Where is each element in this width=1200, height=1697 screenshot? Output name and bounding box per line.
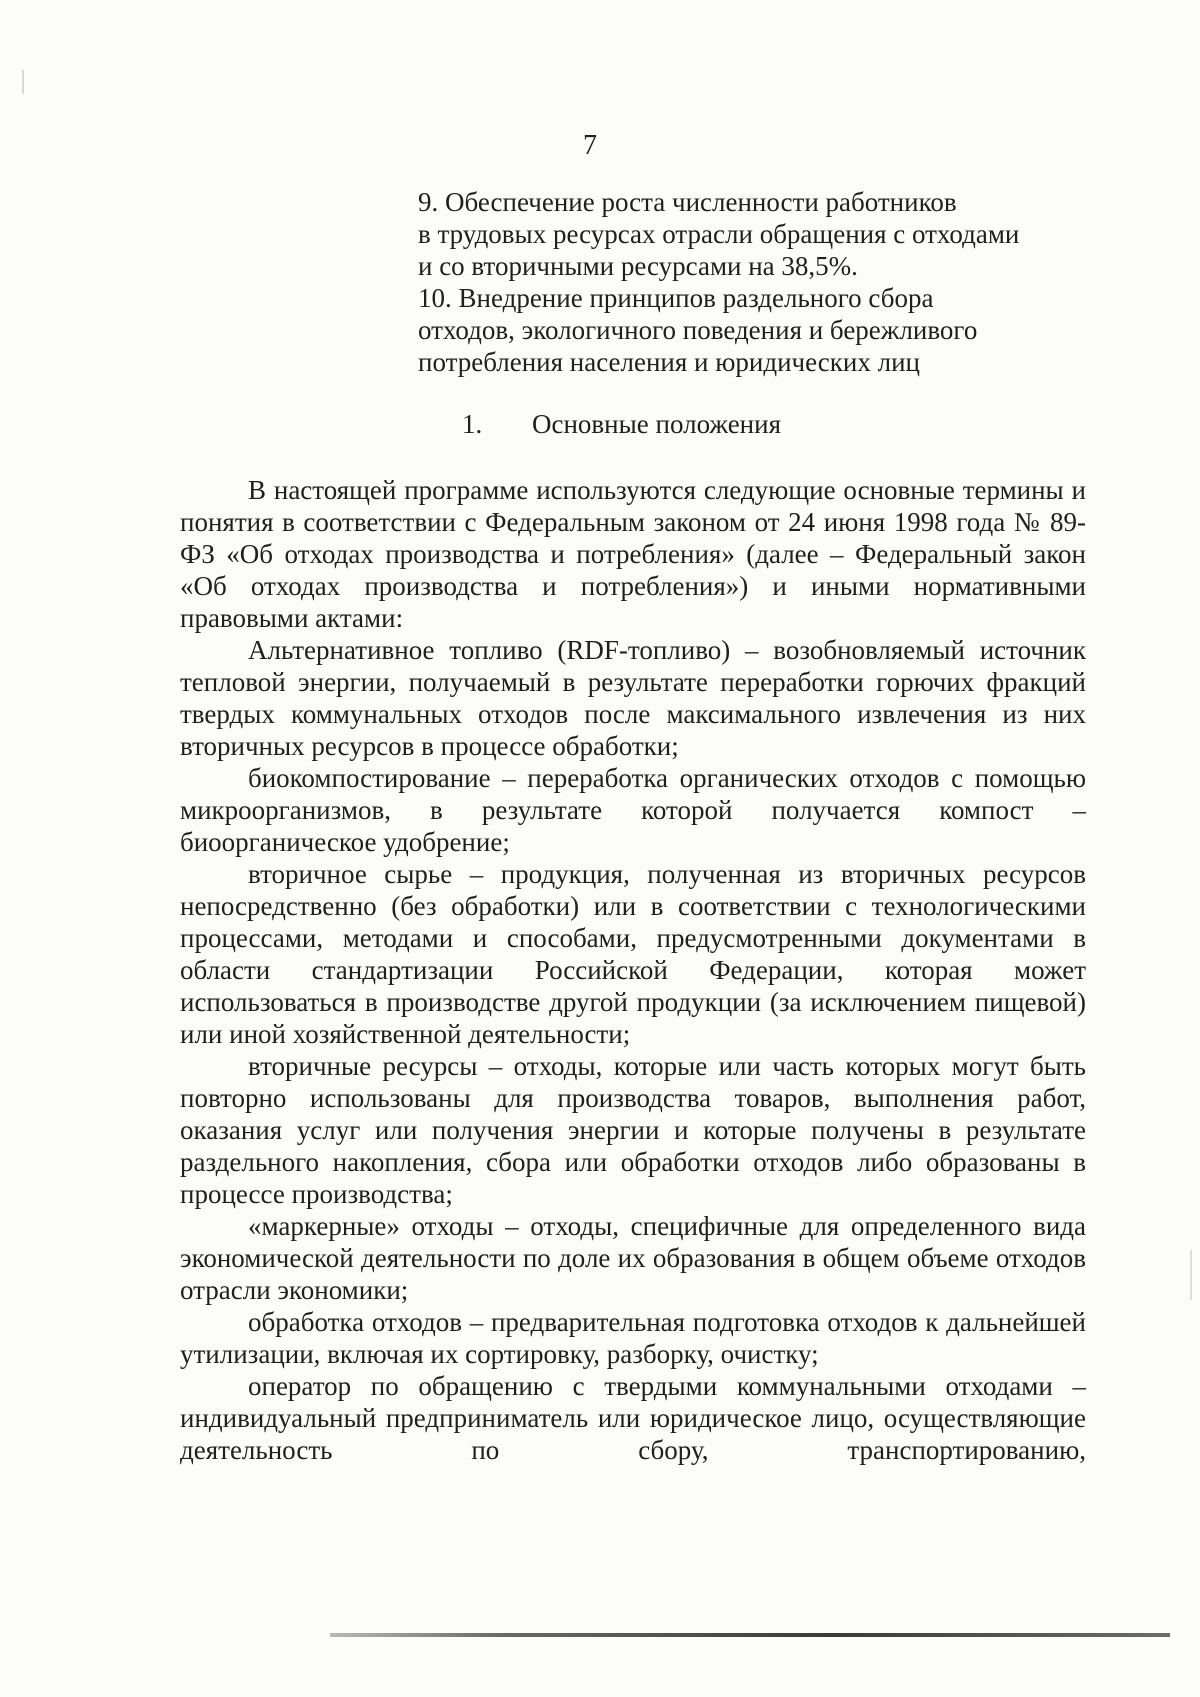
paragraph: В настоящей программе используются следующие основные термины и понятия в соответствии с Федеральным законом от 24 июня 1998 года № 89-ФЗ «Об отходах производства и потребления» (далее – Федеральный закон «Об отходах производства и потребления») и иными нормативными правовыми актами:: [180, 475, 1086, 633]
section-title: Основные положения: [532, 409, 781, 439]
paragraph: обработка отходов – предварительная подготовка отходов к дальнейшей утилизации, включая их сортировку, разборку, очистку;: [180, 1307, 1086, 1369]
section-number: 1.: [462, 409, 483, 439]
paragraph: «маркерные» отходы – отходы, специфичные для определенного вида экономической деятельности по доле их образования в общем объеме отходов отрасли экономики;: [180, 1211, 1086, 1305]
paragraph: вторичные ресурсы – отходы, которые или часть которых могут быть повторно использованы для производства товаров, выполнения работ, оказания услуг или получения энергии и которые получены в результате раздельного накопления, сбора или обработки отходов либо образованы в процессе производства;: [180, 1051, 1086, 1209]
scan-artifact: [22, 70, 24, 94]
scan-edge-line: [330, 1633, 1170, 1637]
section-heading: [462, 408, 962, 440]
paragraph: Альтернативное топливо (RDF-топливо) – возобновляемый источник тепловой энергии, получаемый в результате переработки горючих фракций твердых коммунальных отходов после максимального извлечения из них вторичных ресурсов в процессе обработки;: [180, 635, 1086, 761]
paragraph: оператор по обращению с твердыми коммунальными отходами – индивидуальный предприниматель или юридическое лицо, осуществляющие деятельность по сбору, транспортированию,: [180, 1371, 1086, 1465]
goal-item: 9. Обеспечение роста численности работников в трудовых ресурсах отрасли обращения с отходами и со вторичными ресурсами на 38,5%.: [418, 187, 1020, 281]
paragraph: вторичное сырье – продукция, полученная из вторичных ресурсов непосредственно (без обработки) или в соответствии с технологическими процессами, методами и способами, предусмотренными документами в области стандартизации Российской Федерации, которая может использоваться в производстве другой продукции (за исключением пищевой) или иной хозяйственной деятельности;: [180, 859, 1086, 1049]
goals-list: [418, 186, 1098, 378]
goal-item: 10. Внедрение принципов раздельного сбора отходов, экологичного поведения и бережливого потребления населения и юридических лиц: [418, 283, 978, 377]
body-text: [180, 474, 1086, 1466]
page-number: 7: [583, 130, 597, 161]
scan-artifact: [1190, 1250, 1192, 1300]
paragraph: биокомпостирование – переработка органических отходов с помощью микроорганизмов, в результате которой получается компост – биоорганическое удобрение;: [180, 763, 1086, 857]
